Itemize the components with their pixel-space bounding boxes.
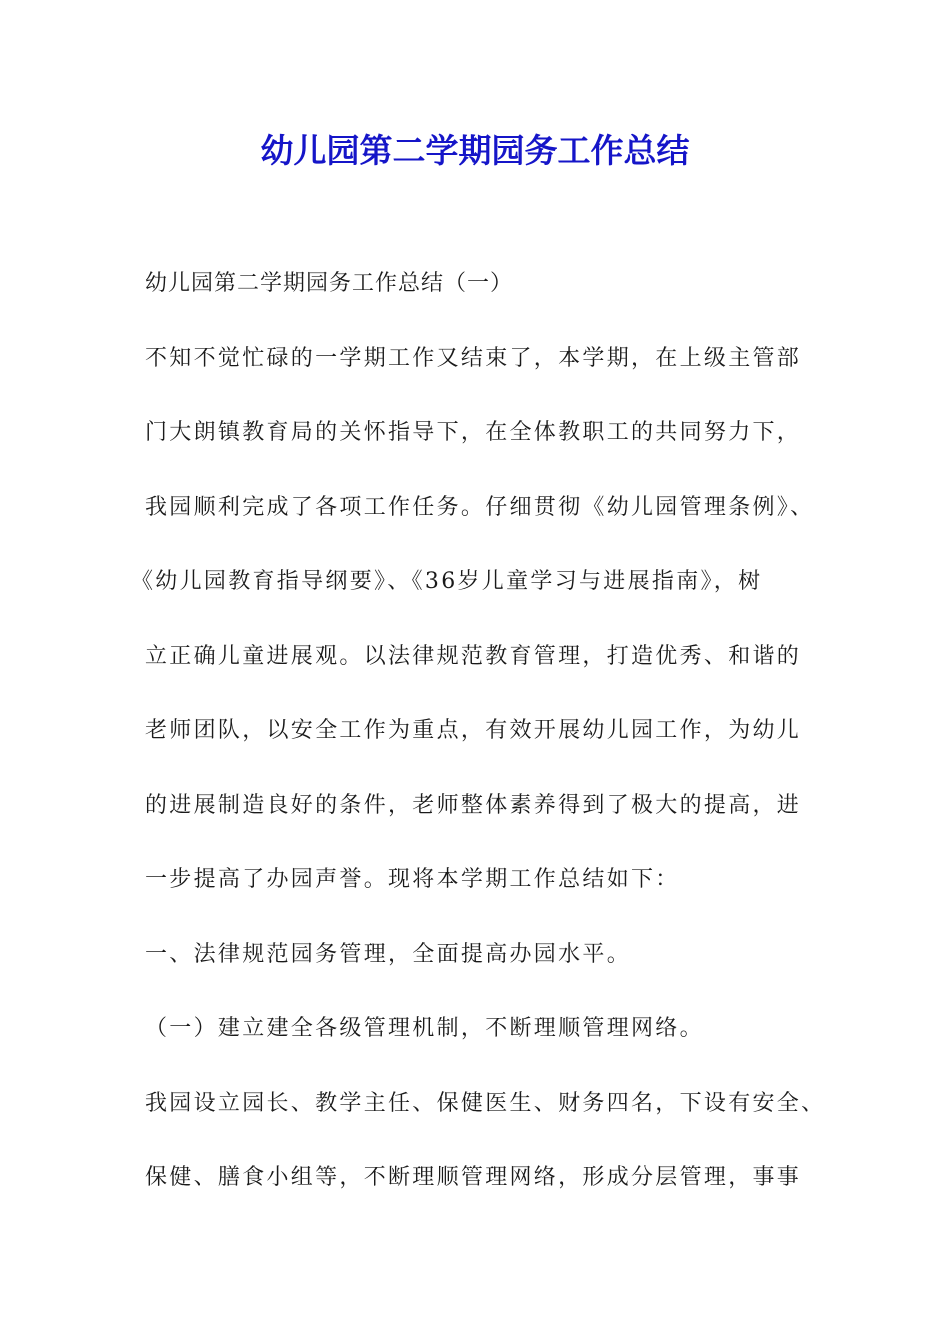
subsection-heading: （一）建立建全各级管理机制，不断理顺管理网络。 xyxy=(145,1016,704,1041)
section-subheading: 幼儿园第二学期园务工作总结（一） xyxy=(145,271,514,296)
paragraph-line: 我园设立园长、教学主任、保健医生、财务四名，下设有安全、 xyxy=(145,1090,826,1116)
paragraph-line: 保健、膳食小组等，不断理顺管理网络，形成分层管理，事事 xyxy=(145,1165,802,1190)
paragraph-line: 我园顺利完成了各项工作任务。仔细贯彻《幼儿园管理条例》、 xyxy=(145,494,815,520)
paragraph-line: 老师团队，以安全工作为重点，有效开展幼儿园工作，为幼儿 xyxy=(145,718,802,743)
paragraph-line: 不知不觉忙碌的一学期工作又结束了，本学期，在上级主管部 xyxy=(145,345,802,371)
paragraph-line: 门大朗镇教育局的关怀指导下，在全体教职工的共同努力下， xyxy=(145,420,802,445)
paragraph-line: 《幼儿园教育指导纲要》、《36岁儿童学习与进展指南》，树 xyxy=(131,569,763,594)
paragraph-line: 的进展制造良好的条件，老师整体素养得到了极大的提高，进 xyxy=(145,792,802,818)
document-body xyxy=(131,264,845,1233)
paragraph-line: 一步提高了办园声誉。现将本学期工作总结如下： xyxy=(145,867,680,892)
paragraph-line: 立正确儿童进展观。以法律规范教育管理，打造优秀、和谐的 xyxy=(145,643,802,669)
section-heading: 一、法律规范园务管理，全面提高办园水平。 xyxy=(145,941,632,967)
document-title: 幼儿园第二学期园务工作总结 xyxy=(260,131,690,170)
